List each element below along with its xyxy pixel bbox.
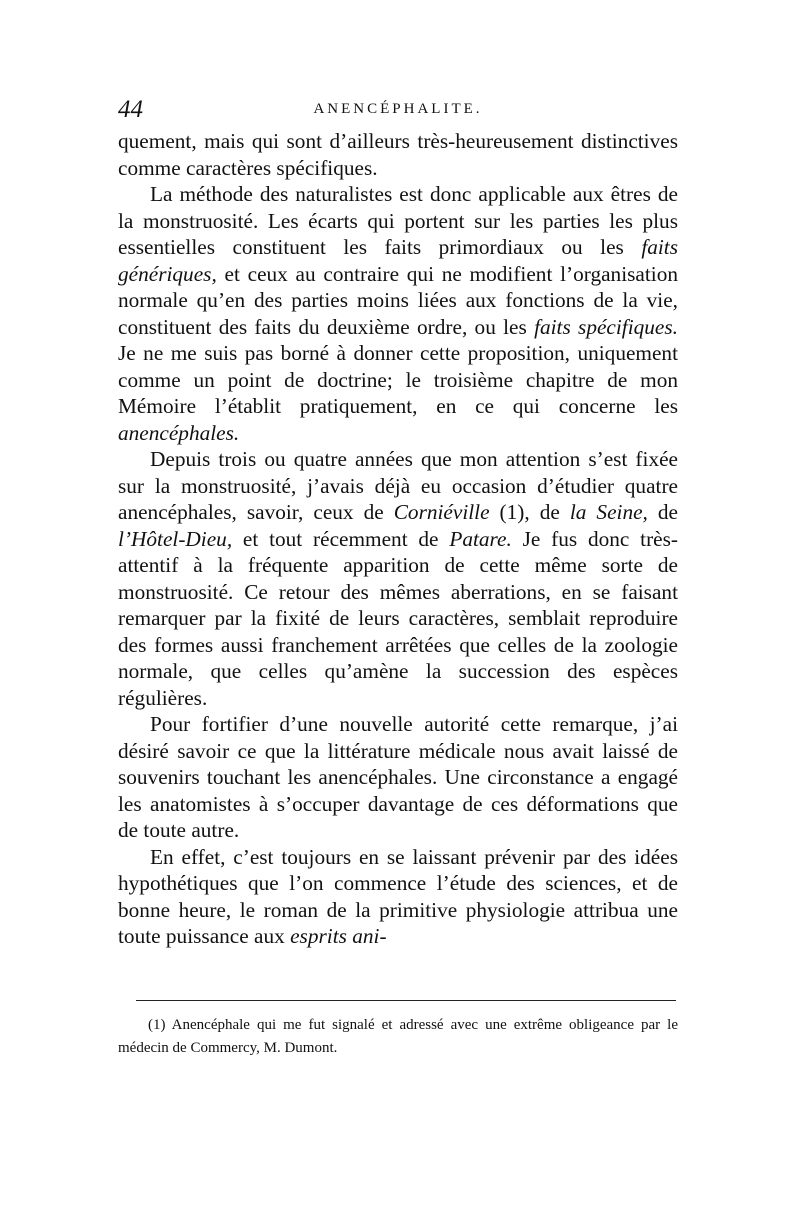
italic-text-segment: Patare. [449, 526, 512, 551]
text-segment: de [647, 500, 678, 524]
paragraph [118, 446, 678, 711]
text-segment: Je fus donc très-attentif à la fréquente apparition de cette même sorte de monstruosité. Ce retour des mêmes aberrations, en se faisant remarquer par la fixité de leurs caractères, semblait reproduire des formes aussi franchement arrêtées que celles de la zoologie normale, que celles qu’amène la succession des espèces régulières. [118, 526, 678, 710]
italic-text-segment: l’Hôtel-Dieu, [118, 526, 233, 551]
page-number: 44 [118, 96, 143, 123]
italic-text-segment: anencéphales. [118, 420, 240, 445]
italic-text-segment: faits génériques, [118, 235, 678, 286]
paragraph [118, 844, 678, 950]
text-segment: La méthode des naturalistes est donc applicable aux êtres de la monstruosité. Les écarts qui portent sur les parties les plus essentielles constituent les faits primordiaux ou les [118, 182, 678, 259]
text-segment: Depuis trois ou quatre années que mon attention s’est fixée sur la monstruosité, j’avais déjà eu occasion d’étudier quatre anencéphales, savoir, ceux de [118, 447, 678, 524]
text-segment: quement, mais qui sont d’ailleurs très-heureusement distinctives comme caractères spécifiques. [118, 129, 678, 180]
italic-text-segment: faits spécifiques. [534, 314, 679, 339]
body-text [118, 128, 678, 950]
italic-text-segment: Corniéville [393, 500, 490, 524]
footnote: (1) Anencéphale qui me fut signalé et adressé avec une extrême obligeance par le médecin de Commercy, M. Dumont. [118, 1017, 678, 1056]
page-header [118, 96, 678, 126]
paragraph [118, 128, 678, 181]
text-segment: et tout récemment de [232, 526, 450, 551]
text-segment: Pour fortifier d’une nouvelle autorité cette remarque, j’ai désiré savoir ce que la littérature médicale nous avait laissé de souvenirs touchant les anencéphales. Une circonstance a engagé les anatomistes à s’occuper davantage de ces déformations que de toute autre. [118, 712, 678, 842]
text-segment: Je ne me suis pas borné à donner cette proposition, uniquement comme un point de doctrine; le troisième chapitre de mon Mémoire l’établit pratiquement, en ce qui concerne les [118, 341, 678, 418]
text-segment: et ceux au contraire qui ne modifient l’organisation normale qu’en des parties moins liées aux fonctions de la vie, constituent des faits du deuxième ordre, ou les [118, 261, 678, 339]
paragraph [118, 181, 678, 446]
paragraph [118, 711, 678, 844]
italic-text-segment: esprits ani- [290, 924, 387, 948]
text-segment: (1), de [489, 500, 570, 524]
text-segment: En effet, c’est toujours en se laissant prévenir par des idées hypothétiques que l’on commence l’étude des sciences, et de bonne heure, le roman de la primitive physiologie attribua une toute puissance aux [118, 844, 678, 948]
footnote-rule [136, 1000, 676, 1001]
running-title: ANENCÉPHALITE. [313, 101, 483, 117]
italic-text-segment: la Seine, [569, 500, 648, 524]
